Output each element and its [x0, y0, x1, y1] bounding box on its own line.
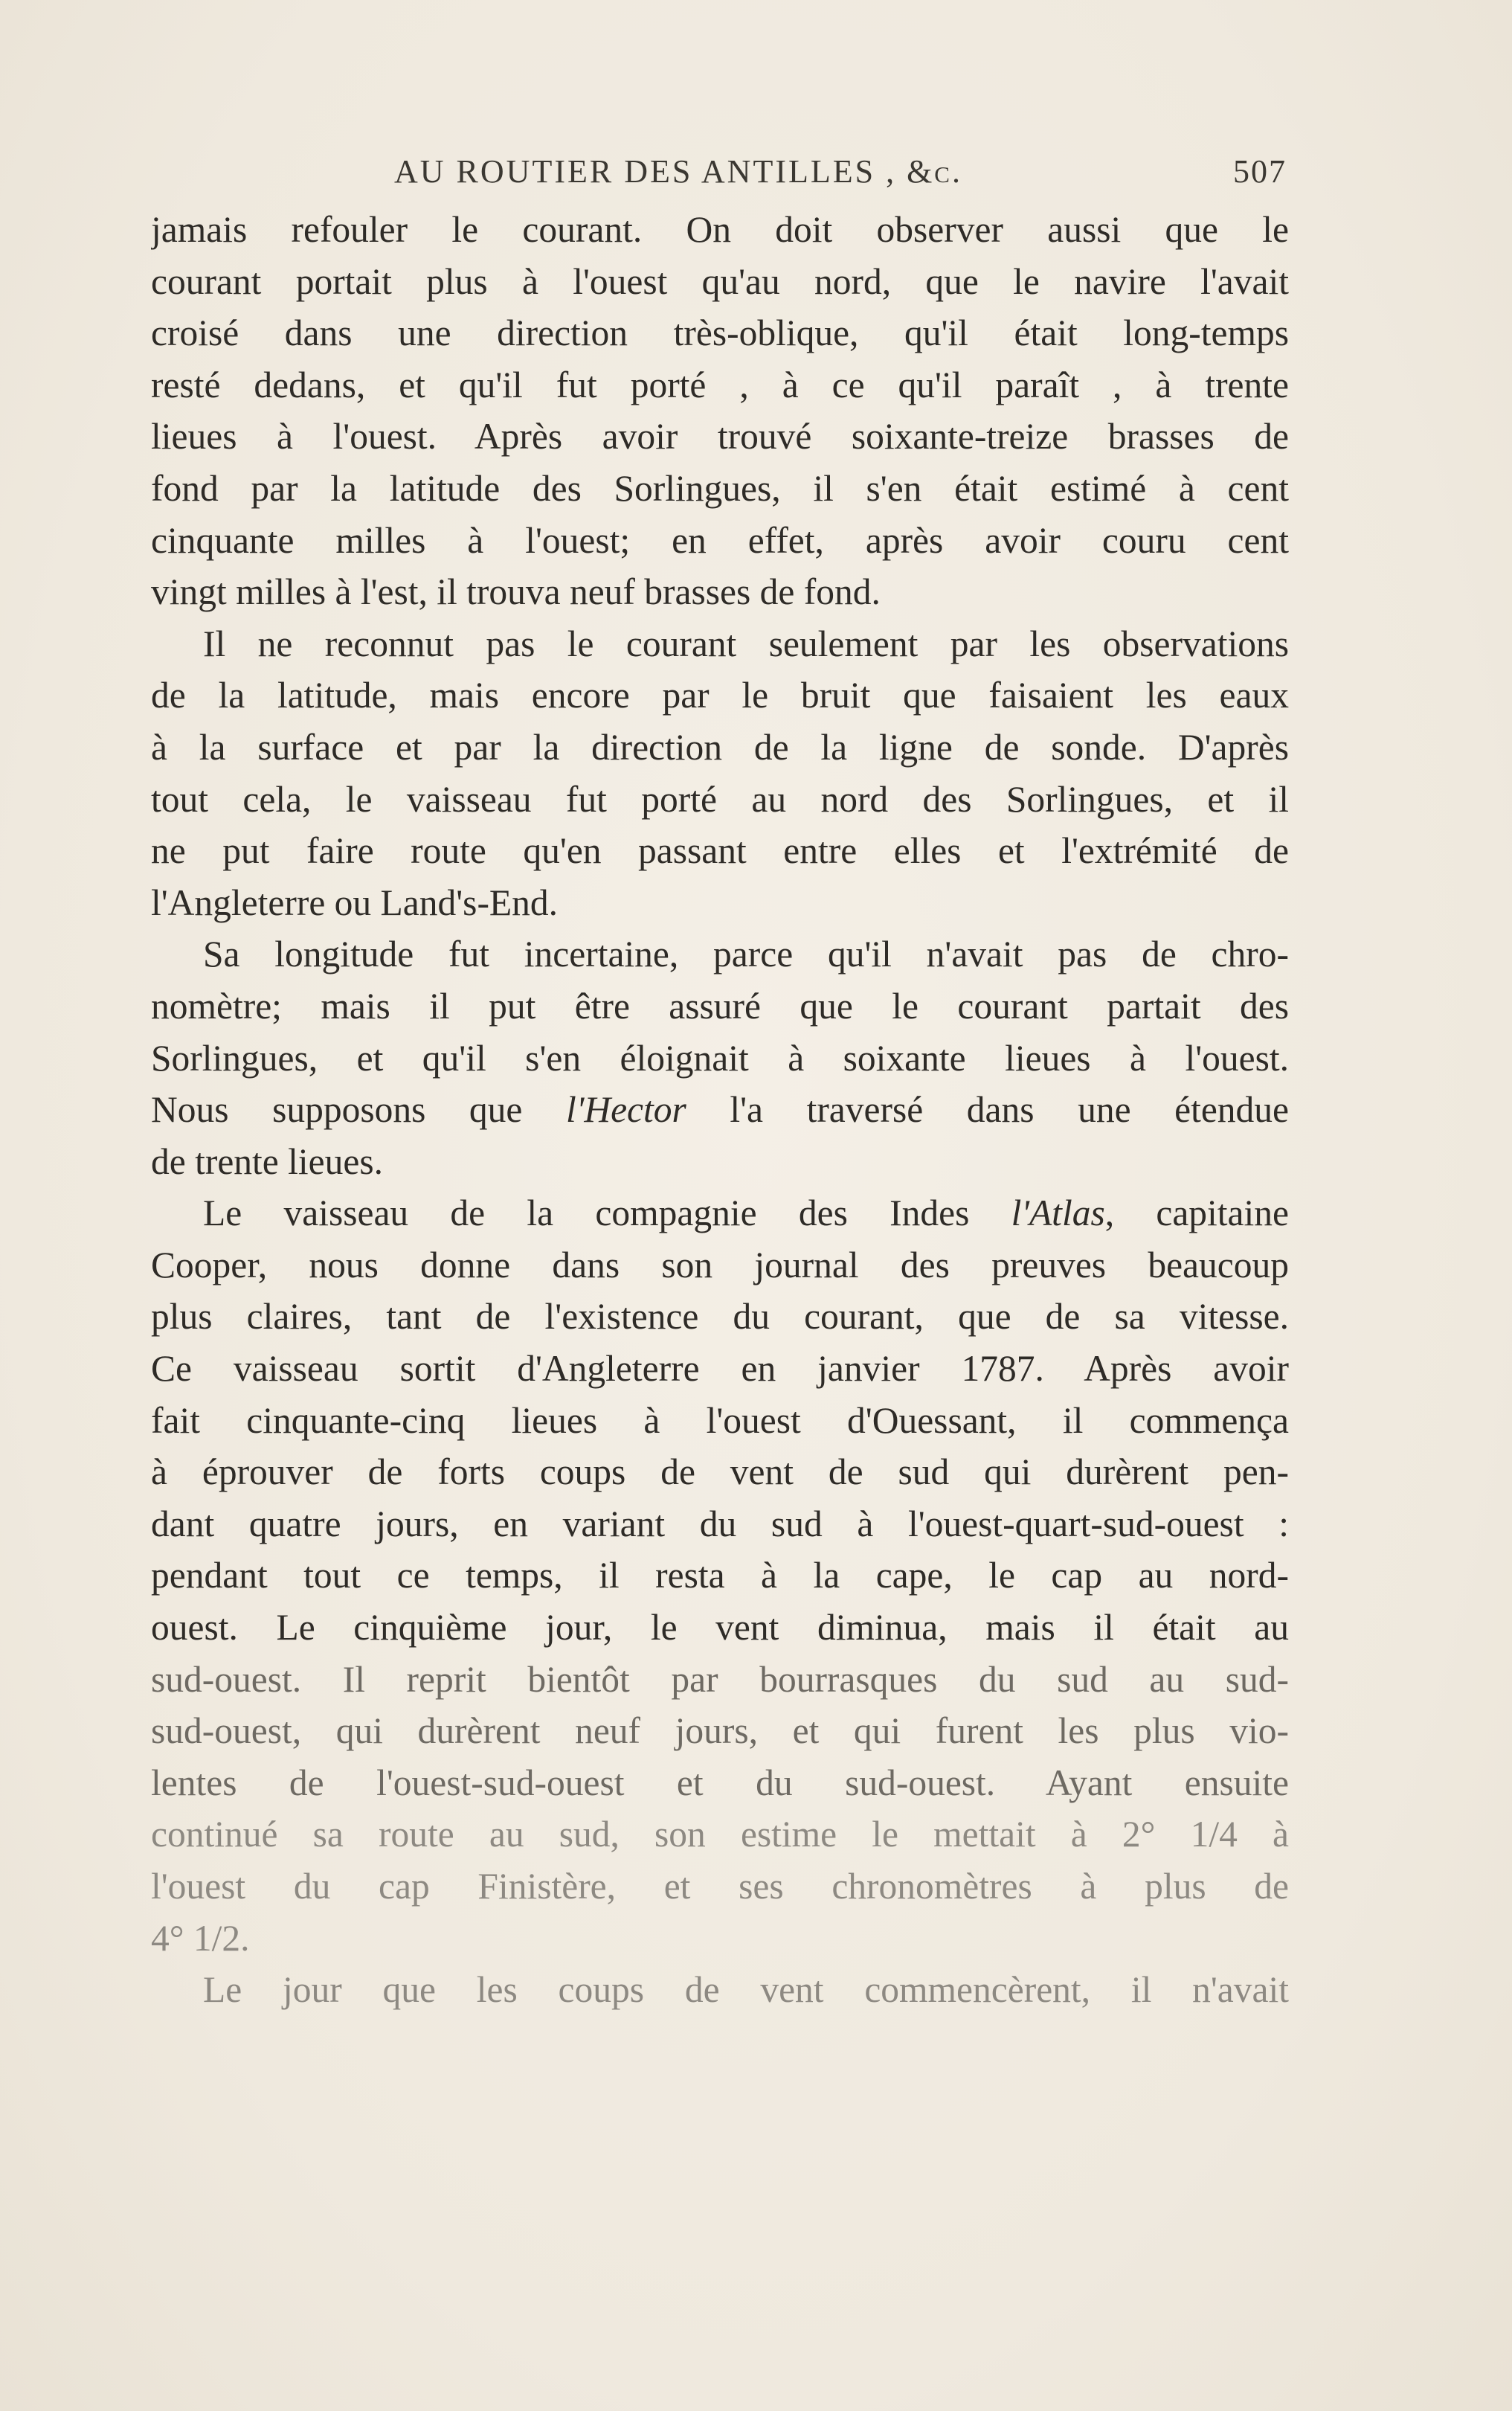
text-line: vingt milles à l'est, il trouva neuf brasses de fond.	[151, 571, 881, 613]
text-line: plus claires, tant de l'existence du courant, que de sa vitesse.	[151, 1296, 1289, 1338]
text-line: ouest. Le cinquième jour, le vent diminua, mais il était au	[151, 1607, 1289, 1648]
text-line: resté dedans, et qu'il fut porté , à ce qu'il paraît , à trente	[151, 364, 1289, 405]
text-line: l'ouest du cap Finistère, et ses chronomètres à plus de	[151, 1866, 1289, 1907]
running-title: AU ROUTIER DES ANTILLES , &c.	[394, 153, 962, 190]
text-line: tout cela, le vaisseau fut porté au nord des Sorlingues, et il	[151, 778, 1289, 820]
text-segment: Le vaisseau de la compagnie des Indes	[203, 1192, 970, 1234]
text-line: 4° 1/2.	[151, 1917, 250, 1959]
text-line	[151, 1084, 1289, 1136]
text-line: dant quatre jours, en variant du sud à l'ouest-quart-sud-ouest :	[151, 1503, 1289, 1544]
text-line: lentes de l'ouest-sud-ouest et du sud-ouest. Ayant ensuite	[151, 1762, 1289, 1803]
text-line: l'Angleterre ou Land's-End.	[151, 882, 559, 923]
text-line: Ce vaisseau sortit d'Angleterre en janvier 1787. Après avoir	[151, 1348, 1289, 1390]
text-line: Sa longitude fut incertaine, parce qu'il n'avait pas de chro-	[203, 934, 1289, 975]
running-head	[394, 153, 1287, 197]
text-line: Cooper, nous donne dans son journal des preuves beaucoup	[151, 1244, 1289, 1285]
text-line: fond par la latitude des Sorlingues, il s'en était estimé à cent	[151, 467, 1289, 509]
text-line	[151, 1187, 1289, 1239]
page-number: 507	[1233, 153, 1287, 190]
text-line: continué sa route au sud, son estime le mettait à 2° 1/4 à	[151, 1814, 1289, 1855]
body-text	[151, 204, 1289, 2016]
text-line: cinquante milles à l'ouest; en effet, après avoir couru cent	[151, 519, 1289, 561]
ship-name: l'Atlas	[1011, 1192, 1105, 1234]
text-line: à la surface et par la direction de la ligne de sonde. D'après	[151, 726, 1289, 768]
text-line: Le jour que les coups de vent commencèrent, il n'avait	[203, 1969, 1289, 2011]
text-line: fait cinquante-cinq lieues à l'ouest d'Ouessant, il commença	[151, 1399, 1289, 1441]
text-line: Sorlingues, et qu'il s'en éloignait à soixante lieues à l'ouest.	[151, 1037, 1289, 1079]
text-line: croisé dans une direction très-oblique, qu'il était long-temps	[151, 312, 1289, 354]
text-line: sud-ouest, qui durèrent neuf jours, et qui furent les plus vio-	[151, 1710, 1289, 1752]
text-line: lieues à l'ouest. Après avoir trouvé soixante-treize brasses de	[151, 416, 1289, 458]
text-segment: l'a traversé dans une étendue	[730, 1089, 1289, 1131]
text-line: jamais refouler le courant. On doit observer aussi que le	[151, 209, 1289, 250]
text-segment: Nous supposons que	[151, 1089, 523, 1131]
text-line: courant portait plus à l'ouest qu'au nord, que le navire l'avait	[151, 260, 1289, 302]
text-line: de la latitude, mais encore par le bruit que faisaient les eaux	[151, 675, 1289, 716]
text-line: à éprouver de forts coups de vent de sud qui durèrent pen-	[151, 1451, 1289, 1493]
text-line: Il ne reconnut pas le courant seulement par les observations	[203, 623, 1289, 664]
text-line: de trente lieues.	[151, 1140, 383, 1182]
text-line: ne put faire route qu'en passant entre elles et l'extrémité de	[151, 830, 1289, 872]
text-segment: , capitaine	[1104, 1192, 1289, 1234]
ship-name: l'Hector	[565, 1089, 686, 1131]
text-line: pendant tout ce temps, il resta à la cape, le cap au nord-	[151, 1555, 1289, 1596]
text-line: sud-ouest. Il reprit bientôt par bourrasques du sud au sud-	[151, 1658, 1289, 1700]
text-line: nomètre; mais il put être assuré que le courant partait des	[151, 985, 1289, 1027]
